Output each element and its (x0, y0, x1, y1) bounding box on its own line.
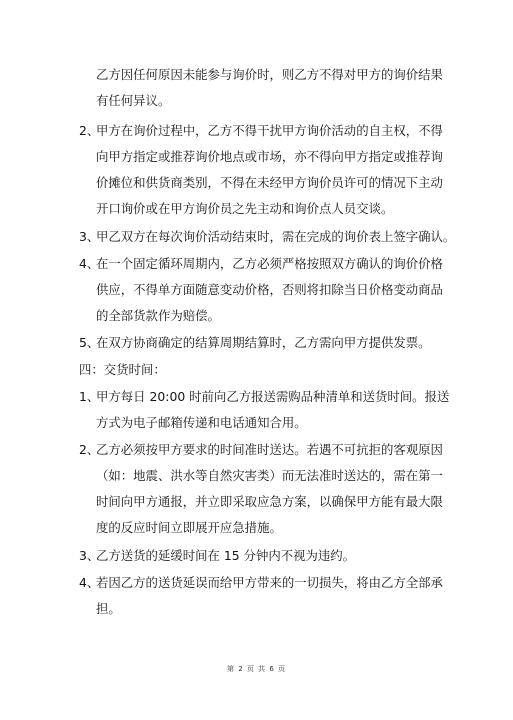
delivery-clause-2 (79, 437, 443, 541)
delivery-clause-1 (79, 384, 449, 436)
page-footer: 第 2 页 共 6 页 (226, 665, 287, 673)
text-line: 甲方在询价过程中，乙方不得干扰甲方询价活动的自主权，不得 (96, 123, 443, 138)
text-line: 有任何异议。 (96, 93, 171, 108)
clause-item-4 (79, 251, 443, 329)
section-heading-text: 四：交货时间： (79, 362, 166, 377)
text-line: 甲乙双方在每次询价活动结束时，需在完成的询价表上签字确认。 (96, 229, 456, 244)
text-line: 在双方协商确定的结算周期结算时，乙方需向甲方提供发票。 (96, 335, 431, 350)
text-line: 开口询价或在甲方询价员之先主动和询价点人员交谈。 (96, 201, 394, 216)
paragraph-continuation (96, 62, 443, 114)
clause-number: 2、 (79, 442, 100, 457)
text-line: 向甲方指定或推荐询价地点或市场，亦不得向甲方指定或推荐询 (96, 149, 443, 164)
text-line: 若因乙方的送货延误而给甲方带来的一切损失，将由乙方全部承 (96, 575, 443, 590)
delivery-clause-4 (79, 570, 443, 622)
text-line: 乙方送货的延缓时间在 15 分钟内不视为违约。 (96, 548, 356, 563)
clause-number: 2、 (79, 123, 100, 138)
clause-number: 5、 (79, 335, 100, 350)
text-line: 在一个固定循环周期内，乙方必须严格按照双方确认的询价价格 (96, 256, 443, 271)
text-line: 时间向甲方通报，并立即采取应急方案，以确保甲方能有最大限 (96, 494, 443, 509)
text-line: 乙方必须按甲方要求的时间准时送达。若遇不可抗拒的客观原因 (96, 442, 443, 457)
delivery-clause-3 (79, 543, 355, 569)
text-line: 价摊位和供货商类别，不得在未经甲方询价员许可的情况下主动 (96, 175, 443, 190)
clause-number: 4、 (79, 575, 100, 590)
clause-item-5 (79, 330, 431, 356)
clause-number: 1、 (79, 389, 100, 404)
text-line: 乙方因任何原因未能参与询价时，则乙方不得对甲方的询价结果 (96, 67, 443, 82)
clause-item-2 (79, 118, 443, 222)
clause-number: 3、 (79, 548, 100, 563)
text-line: 度的反应时间立即展开应急措施。 (96, 520, 282, 535)
clause-number: 3、 (79, 229, 100, 244)
text-line: （如：地震、洪水等自然灾害类）而无法准时送达的，需在第一 (96, 468, 443, 483)
text-line: 方式为电子邮箱传递和电话通知合用。 (96, 415, 307, 430)
text-line: 担。 (96, 601, 121, 616)
section-heading (79, 357, 166, 383)
text-line: 供应，不得单方面随意变动价格，否则将扣除当日价格变动商品 (96, 282, 443, 297)
text-line: 甲方每日 20:00 时前向乙方报送需购品种清单和送货时间。报送 (96, 389, 450, 404)
text-line: 的全部货款作为赔偿。 (96, 308, 220, 323)
clause-item-3 (79, 224, 455, 250)
clause-number: 4、 (79, 256, 100, 271)
